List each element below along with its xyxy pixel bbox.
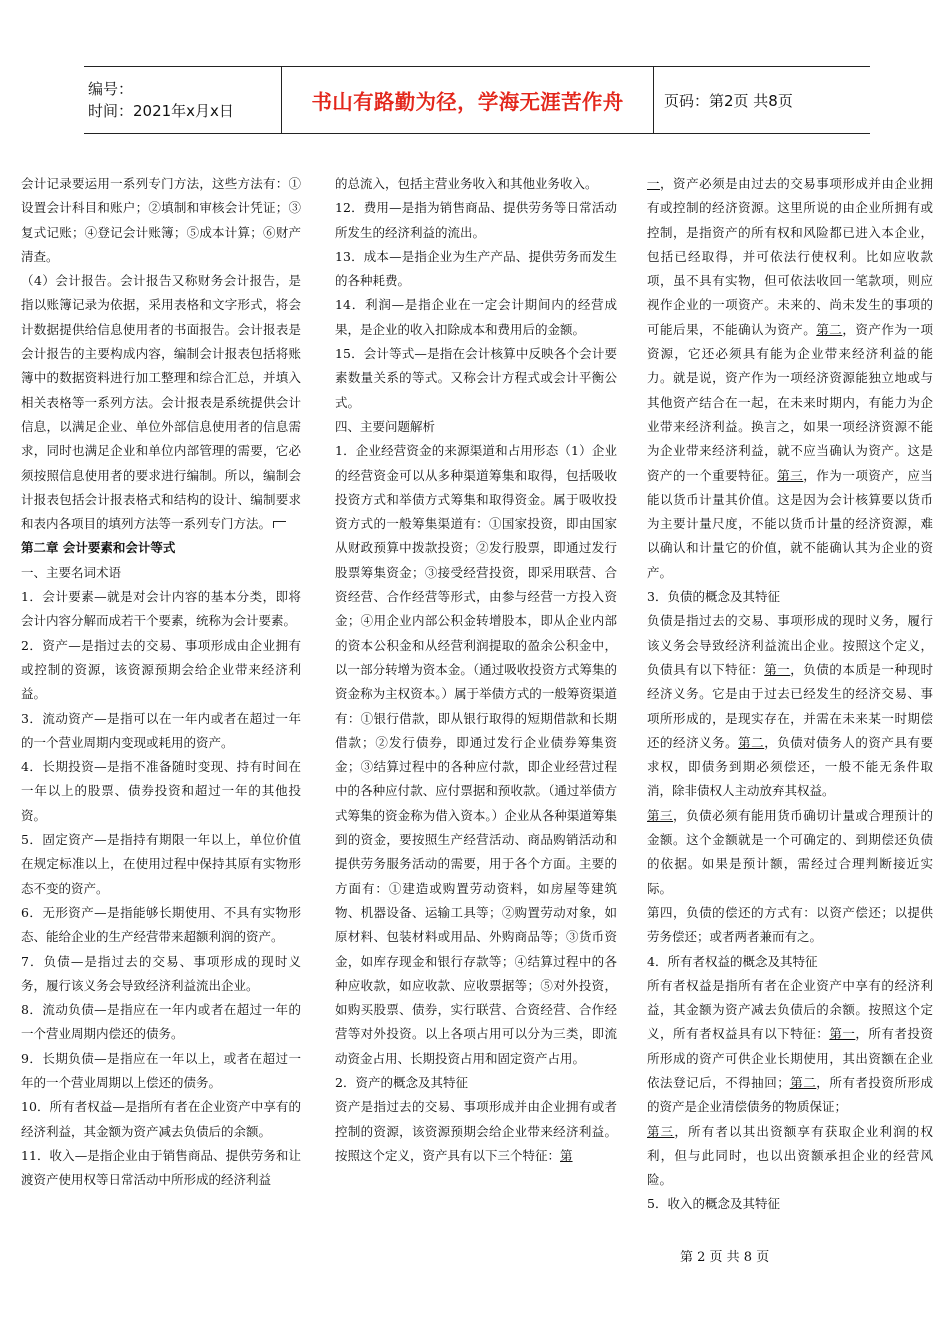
subsection-title: 5．收入的概念及其特征	[647, 1196, 780, 1212]
term-item: 4．长期投资—是指不准备随时变现、持有时间在一年以上的股票、债券投资和超过一年的其他投资。	[21, 759, 301, 823]
subsection-title: 4．所有者权益的概念及其特征	[647, 953, 818, 969]
feature-label: 第	[560, 1147, 573, 1163]
equity-feature-1: ，所有者投资所形成的资产可供企业长期使用，其出资额在企业依法登记后，不得抽回；	[647, 1026, 933, 1090]
term-item: 14．利润—是指企业在一定会计期间内的经营成果，是企业的收入扣除成本和费用后的金额。	[335, 297, 617, 337]
term-item: 6．无形资产—是指能够长期使用、不具有实物形态、能给企业的生产经营带来超额利润的资产。	[21, 904, 301, 945]
feature-label: 第一	[764, 661, 791, 677]
header-page-cell	[654, 67, 870, 133]
feature-label: 第三	[647, 1123, 675, 1139]
term-item: 10．所有者权益—是指所有者在企业资产中享有的经济利益，其金额为资产减去负债后的余额。	[21, 1099, 301, 1139]
term-item: 3．流动资产—是指可以在一年内或者在超过一年的一个营业周期内变现或耗用的资产。	[21, 710, 301, 750]
liability-feature-4: 第四，负债的偿还的方式有：以资产偿还；以提供劳务偿还；或者两者兼而有之。	[647, 904, 933, 945]
subsection-title: 3．负债的概念及其特征	[647, 589, 780, 605]
feature-label: 第二	[816, 321, 843, 337]
term-item: 2．资产—是指过去的交易、事项形成由企业拥有或控制的资源，该资源预期会给企业带来经济利益。	[21, 637, 301, 702]
term-item: 的总流入，包括主营业务收入和其他业务收入。	[335, 176, 598, 191]
term-item: 8．流动负债—是指应在一年内或者在超过一年的一个营业周期内偿还的债务。	[21, 1002, 301, 1042]
paragraph	[335, 1095, 617, 1168]
feature-label: 第三	[647, 807, 674, 823]
feature-label: 第一	[829, 1026, 856, 1042]
feature-label: 第二	[738, 734, 765, 750]
equity-feature-2: ，所有者投资所形成的资产是企业清偿债务的物质保证；	[647, 1074, 933, 1115]
column-3	[647, 172, 933, 1272]
section-title: 一、主要名词术语	[21, 564, 122, 580]
motto: 书山有路勤为径，学海无涯苦作舟	[311, 90, 624, 114]
paragraph	[647, 974, 933, 1120]
paragraph	[647, 172, 933, 585]
bracket-mark-icon	[273, 521, 286, 528]
equity-intro: 所有者权益是指所有者在企业资产中享有的经济利益，其金额为资产减去负债后的余额。按照这个定义，所有者权益具有以下特征：	[647, 977, 933, 1042]
subsection-title: 2．资产的概念及其特征	[335, 1074, 468, 1090]
term-item: 12．费用—是指为销售商品、提供劳务等日常活动所发生的经济利益的流出。	[335, 200, 617, 240]
page-label: 页码：第2页 共8页	[664, 91, 793, 110]
asset-feature-3: ，作为一项资产，应当能以货币计量其价值。这是因为会计核算要以货币为主要计量尺度，不能以货币计量的经济资源，难以确认和计量它的价值，就不能确认其为企业的资产。	[647, 467, 933, 580]
analysis-paragraph: 1．企业经营资金的来源渠道和占用形态（1）企业的经营资金可以从多种渠道筹集和取得，包括吸收投资方式和举债方式筹集和取得资金。属于吸收投资方式的一般筹集渠道有：①国家投资，即由国家从财政预算中拨款投资；②发行股票，即通过发行股票筹集资金；③接受经营投资，即采用联营、合资经营、合作经营等形式，由参与经营一方投入资金；④用企业内部公积金转增股本，即从企业内部的资本公积金和从经营利润提取的盈余公积金中，以一部分转增为资本金。（通过吸收投资方式筹集的资金称为主权资本。）属于举债方式的一般筹资渠道有：①银行借款，即从银行取得的短期借款和长期借款；②发行债券，即通过发行企业债券筹集资金；③结算过程中的各种应付款，即企业经营过程中的各种应付款、应付票据和预收款。（通过举债方式筹集的资金称为借入资本。）企业从各种渠道筹集到的资金，要按照生产经营活动、商品购销活动和提供劳务服务活动的需要，用于各个方面。主要的方面有：①建造或购置劳动资料，如房屋等建筑物、机器设备、运输工具等；②购置劳动对象，如原材料、包装材料或用品、外购商品等；③货币资金，如库存现金和银行存款等；④结算过程中的各种应收款，如应收款、应收票据等；⑤对外投资，如购买股票、债券，实行联营、合资经营、合作经营等对外投资。以上各项占用可以分为三类，即流动资金占用、长期投资占用和固定资产占用。	[335, 443, 617, 1066]
header-meta	[84, 67, 282, 133]
liability-feature-2: ，负债对债务人的资产具有要求权，即债务到期必须偿还，一般不能无条件取消，除非债权人主动放弃其权益。	[647, 734, 933, 799]
paragraph: 会计记录要运用一系列专门方法，这些方法有：①设置会计科目和账户；②填制和审核会计凭证；③复式记账；④登记会计账簿；⑤成本计算；⑥财产清查。	[21, 176, 301, 264]
column-1	[21, 172, 301, 1272]
paragraph	[647, 1120, 933, 1193]
term-item: 9．长期负债—是指应在一年以上，或者在超过一年的一个营业周期以上偿还的债务。	[21, 1050, 301, 1090]
asset-feature-2: ，资产作为一项资源，它还必须具有能为企业带来经济利益的能力。就是说，资产作为一项经济资源能独立地或与其他资产结合在一起，在未来时期内，有能力为企业带来经济利益。换言之，如果一项经济资源不能为企业带来经济利益，就不应当确认为资产。这是资产的一个重要特征。	[647, 321, 933, 483]
term-item: 1．会计要素—就是对会计内容的基本分类，即将会计内容分解而成若干个要素，统称为会计要素。	[21, 589, 301, 629]
liability-feature-3: ，负债必须有能用货币确切计量或合理预计的金额。这个金额就是一个可确定的、到期偿还负债的依据。如果是预计额，需经过合理判断接近实际。	[647, 807, 933, 896]
liability-feature-1: ，负债的本质是一种现时经济义务。它是由于过去已经发生的经济交易、事项所形成的，是现实存在，并需在未来某一时期偿还的经济义务。	[647, 661, 933, 750]
page-header	[84, 66, 870, 134]
feature-label: 一	[647, 176, 661, 191]
header-motto-cell	[282, 67, 654, 133]
feature-label: 第三	[777, 467, 804, 483]
section-title: 四、主要问题解析	[335, 418, 436, 434]
term-item: 13．成本—是指企业为生产产品、提供劳务而发生的各种耗费。	[335, 248, 617, 289]
term-item: 7．负债—是指过去的交易、事项形成的现时义务，履行该义务会导致经济利益流出企业。	[21, 953, 301, 993]
time-label: 时间：2021年x月x日	[88, 102, 234, 120]
liability-intro: 负债是指过去的交易、事项形成的现时义务，履行该义务会导致经济利益流出企业。按照这个定义，负债具有以下特征：	[647, 613, 933, 677]
body-columns	[21, 172, 933, 1272]
paragraph	[647, 804, 933, 901]
report-paragraph: （4）会计报告。会计报告又称财务会计报告，是指以账簿记录为依据，采用表格和文字形式，将会计数据提供给信息使用者的书面报告。会计报表是会计报告的主要构成内容，编制会计报表包括将账簿中的数据资料进行加工整理和综合汇总，并填入相关表格等一系列方法。会计报表是系统提供会计信息，以满足企业、单位外部信息使用者的信息需求，同时也满足企业和单位内部管理的需要，它必须按照信息使用者的要求进行编制。所以，编制会计报表包括会计报表格式和结构的设计、编制要求和表内各项目的填列方法等一系列专门方法。	[21, 273, 301, 532]
asset-feature-1: ，资产必须是由过去的交易事项形成并由企业拥有或控制的经济资源。这里所说的由企业所拥有或控制，是指资产的所有权和风险都已进入本企业，包括已经取得，并可依法行使权利。比如应收款项，虽不具有实物，但可依法收回一笔款项，则应视作企业的一项资产。未来的、尚未发生的事项的可能后果，不能确认为资产。	[647, 176, 933, 337]
asset-definition: 资产是指过去的交易、事项形成并由企业拥有或者控制的资源，该资源预期会给企业带来经济利益。按照这个定义，资产具有以下三个特征：	[335, 1099, 617, 1163]
page-footer: 第 2 页 共 8 页	[680, 1250, 770, 1265]
term-item: 15．会计等式—是指在会计核算中反映各个会计要素数量关系的等式。又称会计方程式或会计平衡公式。	[335, 346, 617, 410]
paragraph	[647, 609, 933, 803]
code-label: 编号：	[88, 80, 134, 98]
term-item: 11．收入—是指企业由于销售商品、提供劳务和让渡资产使用权等日常活动中所形成的经济利益	[21, 1147, 301, 1188]
column-2	[335, 172, 617, 1272]
equity-feature-3: ，所有者以其出资额享有获取企业利润的权利，但与此同时，也以出资额承担企业的经营风险。	[647, 1123, 933, 1188]
term-item: 5．固定资产—是指持有期限一年以上，单位价值在规定标准以上，在使用过程中保持其原有实物形态不变的资产。	[21, 832, 301, 896]
paragraph	[21, 269, 301, 536]
feature-label: 第二	[789, 1074, 817, 1090]
chapter-title: 第二章 会计要素和会计等式	[21, 540, 176, 556]
